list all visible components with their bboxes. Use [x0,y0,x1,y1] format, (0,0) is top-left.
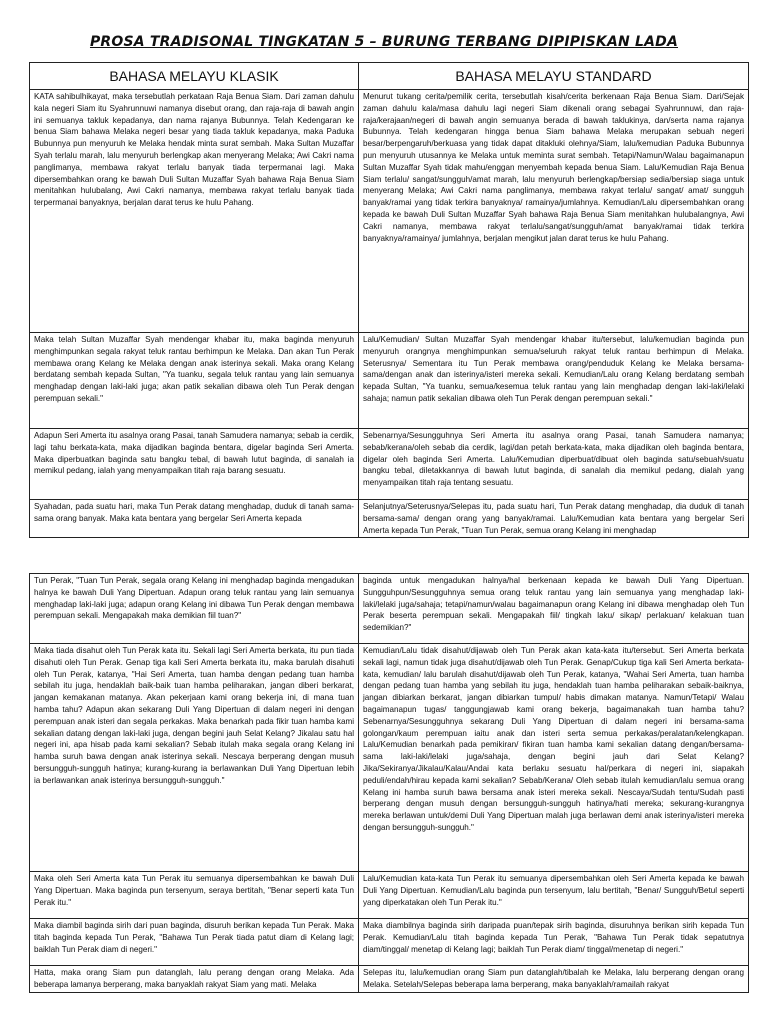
classical-text-cell: Maka diambil baginda sirih dari puan baginda, disuruh berikan kepada Tun Perak. Maka titah baginda kepada Tun Perak, "Bahawa Tun Perak tiada patut diam di Kelang lagi; baiklah Tun Perak diam di negeri." [30,919,359,966]
classical-text-cell: Maka tiada disahut oleh Tun Perak kata itu. Sekali lagi Seri Amerta berkata, itu pun tiada disahuti oleh Tun Perak. Genap tiga kali Seri Amerta berkata itu, maka barulah disahuti oleh Tun Perak, katanya, "Hai Seri Amerta, tuan hamba dengan pedang tuan hamba sebilah itu juga, hendaklah baik-baik tuan hamba peliharakan, jangan diberi berkarat, jangan kemakanan matanya. Akan pekerjaan kami orang bekerja ini, di mana tuan hamba tahu? Adapun akan sekarang Duli Yang Dipertuan di dalam negeri ini dengan perempuan anak isteri dan segala perkakas. Maka benarkah pada fikir tuan hamba kami sekalian datang dengan laki-laki juga, dengan begini jauh Selat Kelang? Jikalau satu hal negeri ini, apa hisab pada kami sekalian? Sebab itulah maka segala orang Kelang ini hamba suruh bawa dengan anak isterinya sekali. Nescaya berperang dengan musuh bersungguh-sungguh hatinya; kurang-kurang ia berlawankan Duli Yang Dipertuan lebih ia berlawankan anak isterinya bersungguh-sungguh." [30,644,359,872]
comparison-table-part-1 [29,62,749,538]
table-row [30,90,749,333]
standard-text-cell: baginda untuk mengadukan halnya/hal berkenaan kepada ke bawah Duli Yang Dipertuan. Sungguhpun/Sesungguhnya semua orang teluk rantau yang lain semuanya yang menghadap laki-laki/lelaki juga/sahaja; tetapi/namun/walau bagaimanapun orang Kelang ini dibawa menghadap oleh Tun Perak beserta perempuan sekali. Mengapakah fiil/ tingkah laku/ sikap/ perlakuan/ kelakuan tuan sedemikian?" [359,574,749,644]
classical-text-cell: Maka telah Sultan Muzaffar Syah mendengar khabar itu, maka baginda menyuruh menghimpunkan segala rakyat teluk rantau berhimpun ke Melaka. Dan akan Tun Perak membawa orang Kelang ke Melaka dengan anak isterinya sekali. Maka orang Kelang berdatang sembah kepada Sultan, "Ya tuanku, segala teluk rantau yang lain semuanya menghadap dengan laki-laki juga; akan patik sekalian dibawa oleh Tun Perak dengan perempuan sekali." [30,333,359,429]
classical-text-cell: KATA sahibulhikayat, maka tersebutlah perkataan Raja Benua Siam. Dari zaman dahulu kala negeri Siam itu Syahrunnuwi namanya disebut orang, dan raja-raja di bawah angin ini semuanya takluk kepadanya, dan nama rajanya Bubunnya. Telah Kedengaran ke benua Siam bahawa Melaka negeri besar yang tiada takluk kepadanya, maka Paduka Bubunnya pun menyuruh ke Melaka hendak minta surat sembah. Maka Sultan Muzaffar Syah terlalu marah, lalu menyuruh berlengkap akan menyerang Melaka; Awi Cakri nama panglimanya, membawa rakyat terlalu banyak tiada terpermanai lagi. Maka dipersembahkan orang ke bawah Duli Sultan Muzaffar Syah bahawa Raja Benua Siam menitahkan hulubalang, Awi Cakri namanya, membawa rakyat terlalu banyak tiada terpermanai banyaknya, berjalan darat terus ke hulu Pahang. [30,90,359,333]
table-row [30,429,749,500]
table-header-row [30,63,749,90]
standard-text-cell: Sebenarnya/Sesungguhnya Seri Amerta itu asalnya orang Pasai, tanah Samudera namanya; sebab/kerana/oleh sebab dia cerdik, lagi/dan petah berkata-kata, maka dijadikan oleh baginda bentara, digelar oleh baginda Seri Amerta. Lalu/Kemudian diperbuat/dibuat oleh baginda satu/sebuah/suatu bangku tebal, diletakkannya di bawah lutut baginda, di sanalah dia memikul pedang, dialah yang menyampaikan titah raja tentang sesuatu. [359,429,749,500]
standard-text-cell: Menurut tukang cerita/pemilik cerita, tersebutlah kisah/cerita berkenaan Raja Benua Siam. Dari/Sejak zaman dahulu kala/masa dahulu lagi negeri Siam dikenali orang sebagai Syahrunnuwi, dan raja-raja/kerajaan/negeri di bawah angin semuanya berada di bawah taklukinya, dan/serta nama rajanya Bubunnya. Telah kedengaran hingga benua Siam bahawa Melaka merupakan sebuah negeri besar/berpengaruh/berkuasa yang tidak dapat ditakluki olehnya/Siam, lalu/kemudian Paduka Bubunnya pun menyuruh utusannya ke Melaka untuk meminta surat sembah. Tetapi/Namun/Walau bagaimanapun Sultan Muzaffar Syah tidak mahu/enggan menyembah kepada benua Siam. Lalu/Kemudian Raja Benua Siam terlalu/ sangat/sungguh/amat marah, lalu menyuruh berlengkap/bersiap sedia/bersiap siaga untuk menyerang Melaka; Awi Cakri nama panglimanya, membawa rakyat terlalu/ sangat/ amat/ sungguh banyak/ramai yang tidak terkira banyaknya/ ramainya/jumlahnya. Kemudian/Lalu dipersembahkan orang kepada ke bawah Duli Sultan Muzaffar Syah bahawa Raja Benua Siam menitahkan hulubalangnya, Awi Cakri namanya, membawa rakyat terlalu/sangat/sungguh/amat banyak/ramai tidak terkira banyaknya/ramainya/ jumlahnya, berjalan mengikut jalan darat terus ke hulu Pahang. [359,90,749,333]
table-row [30,644,749,872]
classical-text-cell: Adapun Seri Amerta itu asalnya orang Pasai, tanah Samudera namanya; sebab ia cerdik, lagi tahu berkata-kata, maka dijadikan baginda bentara, digelar baginda Seri Amerta. Maka diperbuatkan baginda satu bangku tebal, di bawah lutut baginda, di sanalah ia memikul pedang, ialah yang menyampaikan titah raja barang sesuatu. [30,429,359,500]
table-row [30,333,749,429]
comparison-table-part-2 [29,573,749,993]
standard-text-cell: Lalu/Kemudian/ Sultan Muzaffar Syah mendengar khabar itu/tersebut, lalu/kemudian baginda pun menyuruh orangnya menghimpunkan semua/seluruh rakyat teluk rantau berhimpun di Melaka. Seterusnya/ Sementara itu Tun Perak membawa orang/penduduk Kelang ke Melaka bersama-sama/dengan anak dan isterinya/isteri mereka sekali. Kemudian/Lalu orang Kelang berdatang sembah kepada Sultan, "Ya tuanku, semua/kesemua teluk rantau yang lain menghadap dengan laki-laki/lelaki sahaja; namun patik sekalian dibawa oleh Tun Perak dengan perempuan sekali." [359,333,749,429]
classical-text-cell: Syahadan, pada suatu hari, maka Tun Perak datang menghadap, duduk di tanah sama-sama orang banyak. Maka kata bentara yang bergelar Seri Amerta kepada [30,500,359,538]
standard-text-cell: Maka diambilnya baginda sirih daripada puan/tepak sirih baginda, disuruhnya berikan sirih kepada Tun Perak. Kemudian/Lalu titah baginda kepada Tun Perak, "Bahawa Tun Perak tidak sepatutnya diam/tinggal/ menetap di Kelang lagi; baiklah Tun Perak diam/ tinggal/menetap di negeri." [359,919,749,966]
standard-text-cell: Selanjutnya/Seterusnya/Selepas itu, pada suatu hari, Tun Perak datang menghadap, dia duduk di tanah bersama-sama/ dengan orang yang banyak/ramai. Lalu/Kemudian kata bentara yang bergelar Seri Amerta kepada Tun Perak, "Tuan Tun Perak, semua orang Kelang ini menghadap [359,500,749,538]
table-row [30,919,749,966]
classical-text-cell: Hatta, maka orang Siam pun datanglah, lalu perang dengan orang Melaka. Ada beberapa lamanya berperang, maka banyaklah rakyat Siam yang mati. Melaka [30,966,359,993]
table-row [30,500,749,538]
table-row [30,966,749,993]
document-title: PROSA TRADISONAL TINGKATAN 5 – BURUNG TERBANG DIPIPISKAN LADA [89,34,679,50]
header-classical-malay: BAHASA MELAYU KLASIK [30,63,359,90]
standard-text-cell: Kemudian/Lalu tidak disahut/dijawab oleh Tun Perak akan kata-kata itu/tersebut. Seri Amerta berkata sekali lagi, namun tidak juga disahut/dijawab oleh Tun Perak. Genap/Cukup tiga kali Seri Amerta berkata-kata, kemudian/ lalu barulah disahut/dijawab oleh Tun Perak, katanya, "Wahai Seri Amerta, tuan hamba dengan pedang tuan hamba yang sebilah itu juga, hendaklah tuan hamba peliharakan sebaik-baiknya, jangan dibiarkan berkarat, jangan dibiarkan tumpul/ habis dimakan matanya. Namun/Tetapi/ Walau bagaimanapun tugas/ tanggungjawab kami orang bekerja, bagaimanakah tuan hamba tahu? Sebenarnya/Sesungguhnya sekarang Duli Yang Dipertuan di dalam negeri ini bersama-sama golongan/kaum perempuan iaitu anak dan isteri serta semua perkakas/peralatan/kelengkapan. Lalu/Kemudian benarkah pada pemikiran/ fikiran tuan hamba kami sekalian datang dengan/bersama-sama laki-laki/lelaki juga/sahaja, dengan begini jauh dari Selat Kelang? Jika/Sekiranya/Jikalau/Kalau/Andai kata berlaku sesuatu hal/perkara di negeri ini, siapakah peduli/endah/hirau kepada kami sekalian? Sebab/Kerana/ Oleh sebab itulah kemudian/lalu semua orang Kelang ini hamba suruh bawa bersama anak isteri mereka sekali. Nescaya/Sudah tentu/Sudah pasti berperang dengan musuh dengan bersungguh-sungguh hatinya/hati mereka; sekurang-kurangnya mereka berlawan untuk/demi Duli Yang Dipertuan malah juga berlawan demi anak isterinya/isteri mereka dengan bersungguh-sungguh." [359,644,749,872]
standard-text-cell: Lalu/Kemudian kata-kata Tun Perak itu semuanya dipersembahkan oleh Seri Amerta kepada ke bawah Duli Yang Dipertuan. Kemudian/Lalu baginda pun tersenyum, lalu bertitah, "Benar/ Sungguh/Betul seperti yang diperkatakan oleh Tun Perak itu." [359,872,749,919]
table-row [30,574,749,644]
header-standard-malay: BAHASA MELAYU STANDARD [359,63,749,90]
classical-text-cell: Tun Perak, "Tuan Tun Perak, segala orang Kelang ini menghadap baginda mengadukan halnya ke bawah Duli Yang Dipertuan. Adapun orang teluk rantau yang lain semuanya menghadap laki-laki juga; adapun orang Kelang ini dibawa Tun Perak dengan membawa perempuan sekali. Mengapakah maka demikian fiil tuan?" [30,574,359,644]
standard-text-cell: Selepas itu, lalu/kemudian orang Siam pun datanglah/tibalah ke Melaka, lalu berperang dengan orang Melaka. Setelah/Selepas beberapa lama berperang, maka banyaklah/ramailah rakyat [359,966,749,993]
classical-text-cell: Maka oleh Seri Amerta kata Tun Perak itu semuanya dipersembahkan ke bawah Duli Yang Dipertuan. Maka baginda pun tersenyum, seraya bertitah, "Benar seperti kata Tun Perak itu." [30,872,359,919]
table-row [30,872,749,919]
